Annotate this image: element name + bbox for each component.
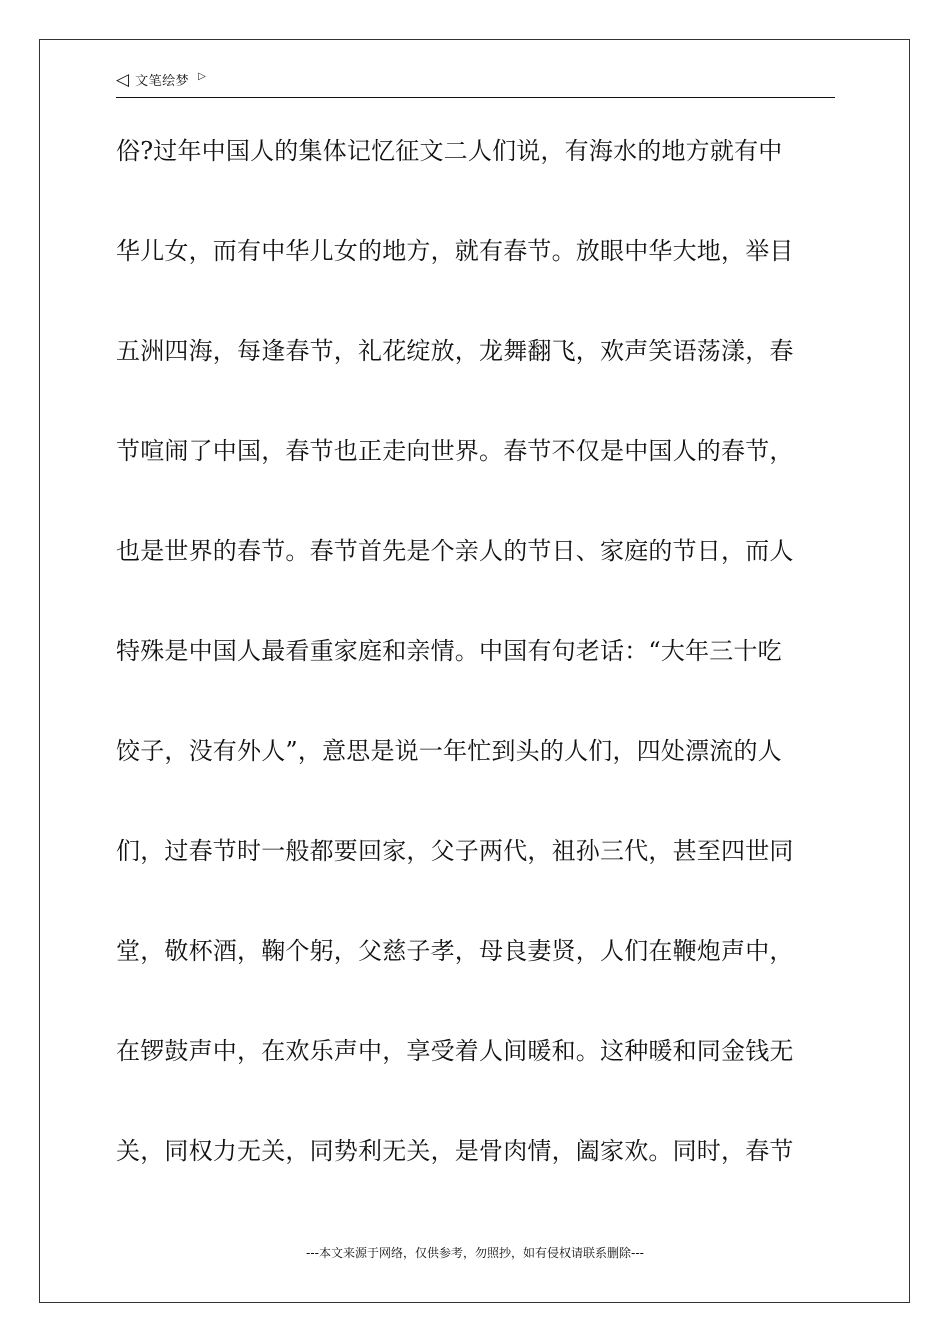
page-header bbox=[116, 72, 835, 98]
body-line: 饺子，没有外人”，意思是说一年忙到头的人们，四处漂流的人 bbox=[116, 737, 782, 765]
body-line: 关，同权力无关，同势利无关，是骨肉情，阖家欢。同时，春节 bbox=[116, 1137, 794, 1165]
body-line: 俗?过年中国人的集体记忆征文二人们说，有海水的地方就有中 bbox=[116, 137, 783, 165]
body-line: 华儿女，而有中华儿女的地方，就有春节。放眼中华大地，举目 bbox=[116, 237, 794, 265]
body-line: 节喧闹了中国，春节也正走向世界。春节不仅是中国人的春节， bbox=[116, 437, 794, 465]
article-body bbox=[116, 126, 846, 1226]
left-triangle-icon: ◁ bbox=[116, 70, 130, 90]
body-line: 在锣鼓声中，在欢乐声中，享受着人间暖和。这种暖和同金钱无 bbox=[116, 1037, 794, 1065]
header-title: 文笔绘梦 bbox=[135, 74, 190, 89]
body-line: 特殊是中国人最看重家庭和亲情。中国有句老话：“大年三十吃 bbox=[116, 637, 782, 665]
body-line: 五洲四海，每逢春节，礼花绽放，龙舞翻飞，欢声笑语荡漾，春 bbox=[116, 337, 794, 365]
body-line: 堂，敬杯酒，鞠个躬，父慈子孝，母良妻贤，人们在鞭炮声中， bbox=[116, 937, 794, 965]
body-line: 们，过春节时一般都要回家，父子两代，祖孙三代，甚至四世同 bbox=[116, 837, 794, 865]
body-line: 也是世界的春节。春节首先是个亲人的节日、家庭的节日，而人 bbox=[116, 537, 794, 565]
footer-notice: ---本文来源于网络，仅供参考，勿照抄，如有侵权请联系删除--- bbox=[306, 1246, 644, 1260]
right-triangle-icon: ▷ bbox=[198, 71, 206, 82]
